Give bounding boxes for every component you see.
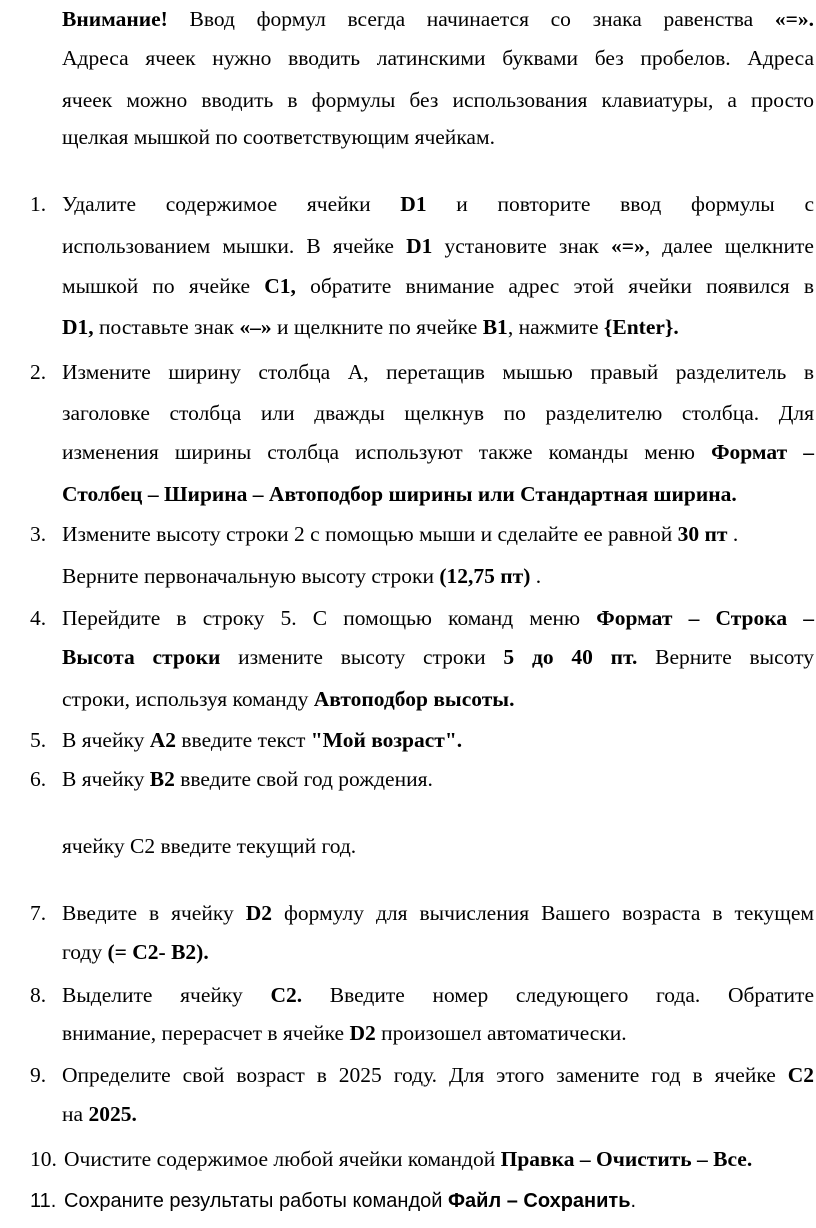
item-line <box>62 980 814 1010</box>
text-bold: 30 пт <box>677 522 728 546</box>
text-bold: Формат – Строка – <box>596 606 814 630</box>
item-line <box>62 764 814 794</box>
item-line <box>62 684 814 714</box>
text-bold: (12,75 пт) <box>439 564 531 588</box>
cell-ref: D2 <box>349 1021 376 1045</box>
text-span: введите свой год рождения. <box>174 767 433 791</box>
item-line <box>62 479 814 509</box>
text-span: . <box>727 522 739 546</box>
text-bold: {Enter}. <box>603 315 679 339</box>
item-line <box>62 642 814 672</box>
item-line <box>64 1186 816 1216</box>
text-span: В ячейку <box>62 767 150 791</box>
text-span: установите знак <box>432 234 611 258</box>
item-line <box>62 231 814 261</box>
list-number: 10. <box>30 1147 57 1171</box>
text-span: мышкой по ячейке <box>62 274 265 298</box>
text-span: . <box>630 1190 637 1212</box>
cell-ref: D2 <box>245 901 273 925</box>
list-number: 1. <box>30 192 47 216</box>
item-line <box>62 725 814 755</box>
text-span: Верните высоту <box>637 645 814 669</box>
list-number: 5. <box>30 728 47 752</box>
text-bold: Высота строки <box>62 645 221 669</box>
cell-ref: D1, <box>62 315 94 339</box>
intro-line-2: Адреса ячеек нужно вводить латинскими буквами без пробелов. Адреса <box>62 46 814 70</box>
item-line <box>62 1099 814 1129</box>
text-span: строки, используя команду <box>62 687 314 711</box>
intro-line-4: щелкая мышкой по соответствующим ячейкам. <box>62 125 495 149</box>
text-span: Очистите содержимое любой ячейки командой <box>64 1147 501 1171</box>
text-span: Измените высоту строки 2 с помощью мыши и сделайте ее равной <box>62 522 678 546</box>
text-span: изменения ширины столбца используют также команды меню <box>62 440 712 464</box>
text-span: , нажмите <box>507 315 604 339</box>
text-span: В ячейку <box>62 728 150 752</box>
cell-ref: B2 <box>149 767 175 791</box>
item-line <box>62 937 814 967</box>
item-line <box>62 437 814 467</box>
text-span: на <box>62 1102 89 1126</box>
text-span: Определите свой возраст в 2025 году. Для этого замените год в ячейке <box>62 1063 788 1087</box>
text-bold: Автоподбор высоты. <box>313 687 515 711</box>
text-span: Верните первоначальную высоту строки <box>62 564 440 588</box>
item-line <box>62 189 814 219</box>
text-span: Выделите ячейку <box>62 983 271 1007</box>
text-span: Сохраните результаты работы командой <box>64 1190 448 1212</box>
item-line <box>64 1144 816 1174</box>
cell-ref: C1, <box>264 274 296 298</box>
list-number: 2. <box>30 360 47 384</box>
text-bold: (= C2- B2). <box>107 940 209 964</box>
text-bold: 2025. <box>88 1102 137 1126</box>
text-span: Ввод формул всегда начинается со знака равенства <box>167 7 775 31</box>
attention-label: Внимание! <box>62 7 168 31</box>
text-bold: Столбец – Ширина – Автоподбор ширины или Стандартная ширина. <box>62 482 737 506</box>
item-line <box>62 312 814 342</box>
text-span: и щелкните по ячейке <box>271 315 483 339</box>
text-bold: «=». <box>774 7 814 31</box>
text-span: обратите внимание адрес этой ячейки появился в <box>295 274 814 298</box>
text-bold: «=» <box>610 234 645 258</box>
cell-ref: D1 <box>406 234 433 258</box>
text-span: и повторите ввод формулы с <box>426 192 814 216</box>
list-number: 9. <box>30 1063 47 1087</box>
text-span: внимание, перерасчет в ячейке <box>62 1021 350 1045</box>
item-line <box>62 1060 814 1090</box>
text-span: формулу для вычисления Вашего возраста в текущем <box>272 901 814 925</box>
intro-line-3: ячеек можно вводить в формулы без использования клавиатуры, а просто <box>62 88 814 112</box>
cell-ref: A2 <box>149 728 177 752</box>
text-span: Удалите содержимое ячейки <box>62 192 401 216</box>
item-line <box>62 898 814 928</box>
list-number: 8. <box>30 983 47 1007</box>
text-span: году <box>62 940 108 964</box>
text-bold: Правка – Очистить – Все. <box>500 1147 753 1171</box>
text-bold: Формат – <box>711 440 814 464</box>
text-span: Перейдите в строку 5. С помощью команд меню <box>62 606 597 630</box>
text-bold: 5 до 40 пт. <box>503 645 638 669</box>
item-line <box>62 519 814 549</box>
item-line <box>62 1018 814 1048</box>
list-number: 7. <box>30 901 47 925</box>
text-span: произошел автоматически. <box>375 1021 627 1045</box>
cell-ref: B1 <box>482 315 508 339</box>
item-line: Измените ширину столбца А, перетащив мышью правый разделитель в <box>62 360 814 384</box>
text-span: поставьте знак <box>93 315 240 339</box>
cell-ref: C2. <box>270 983 303 1007</box>
text-span: использованием мышки. В ячейке <box>62 234 407 258</box>
list-number: 11. <box>30 1190 57 1212</box>
text-bold: «–» <box>239 315 272 339</box>
list-number: 3. <box>30 522 47 546</box>
text-span: введите текст <box>176 728 311 752</box>
item-line <box>62 271 814 301</box>
text-bold: Файл – Сохранить <box>447 1190 631 1212</box>
item-line: заголовке столбца или дважды щелкнув по разделителю столбца. Для <box>62 401 814 425</box>
intro-line-1 <box>62 4 814 34</box>
cell-ref: C2 <box>787 1063 814 1087</box>
text-span: , далее щелкните <box>644 234 814 258</box>
text-span: Введите в ячейку <box>62 901 246 925</box>
text-span: . <box>530 564 542 588</box>
text-bold: "Мой возраст". <box>310 728 463 752</box>
list-number: 6. <box>30 767 47 791</box>
item-line <box>62 603 814 633</box>
item-line <box>62 561 814 591</box>
text-span: измените высоту строки <box>220 645 504 669</box>
item-line: ячейку С2 введите текущий год. <box>62 834 357 858</box>
text-span: Введите номер следующего года. Обратите <box>302 983 814 1007</box>
list-number: 4. <box>30 606 47 630</box>
cell-ref: D1 <box>400 192 427 216</box>
